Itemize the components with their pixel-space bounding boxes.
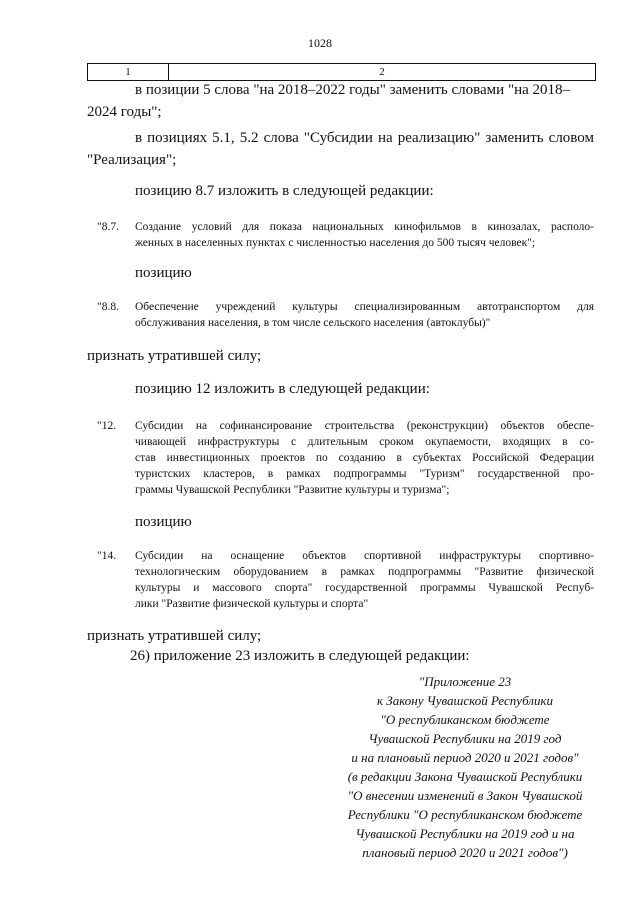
paragraph-position-8-7: позицию 8.7 изложить в следующей редакции: [135,183,434,199]
paragraph-line: в позициях 5.1, 5.2 слова "Субсидии на реализацию" заменить словом [135,130,594,146]
item-line: став инвестиционных проектов по созданию в субъектах Российской Федерации [135,452,594,464]
item-14-text [135,548,594,612]
appendix-line: "Приложение 23 [418,674,512,689]
item-12-text [135,418,594,498]
appendix-header [320,672,610,862]
paragraph-line: в позиции 5 слова "на 2018–2022 годы" заменить словами "на 2018– [135,82,571,98]
item-line: Субсидии на оснащение объектов спортивной инфраструктуры спортивно- [135,550,594,562]
item-line: Субсидии на софинансирование строительства (реконструкции) объектов обеспе- [135,420,594,432]
paragraph-line: "Реализация"; [87,152,177,168]
item-line: чивающей инфраструктуры с длительным сроком окупаемости, входящих в со- [135,436,594,448]
page-number: 1028 [308,36,332,50]
paragraph-invalidate: признать утратившей силу; [87,628,262,644]
paragraph-position: позицию [135,265,192,281]
item-line: культуры и массового спорта" государственной программы Чувашской Респуб- [135,582,594,594]
item-line: граммы Чувашской Республики "Развитие культуры и туризма"; [135,484,450,496]
appendix-line: плановый период 2020 и 2021 годов") [362,845,568,860]
item-line: Создание условий для показа национальных кинофильмов в кинозалах, располо- [135,221,594,233]
item-line: лики "Развитие физической культуры и спорта" [135,598,369,610]
appendix-line: "О республиканском бюджете [380,712,550,727]
appendix-line: Республики "О республиканском бюджете [347,807,583,822]
item-line: технологическим оборудованием в рамках подпрограммы "Развитие физической [135,566,594,578]
paragraph-position-5 [87,79,594,123]
paragraph-appendix-23: 26) приложение 23 изложить в следующей редакции: [130,648,470,664]
table-header-col1: 1 [88,64,169,80]
appendix-line: и на плановый период 2020 и 2021 годов" [351,750,579,765]
item-number: "8.8. [97,301,119,313]
item-line: женных в населенных пунктах с численностью населения до 500 тысяч человек"; [135,237,536,249]
paragraph-invalidate: признать утратившей силу; [87,348,262,364]
item-8-7-text [135,219,594,251]
paragraph-line: 2024 годы"; [87,104,162,120]
paragraph-position-12: позицию 12 изложить в следующей редакции: [135,381,430,397]
appendix-line: Чувашской Республики на 2019 год и на [355,826,575,841]
item-8-8-text [135,299,594,331]
appendix-line: (в редакции Закона Чувашской Республики [347,769,583,784]
item-line: Обеспечение учреждений культуры специализированным автотранспортом для [135,301,594,313]
appendix-line: Чувашской Республики на 2019 год [368,731,562,746]
item-number: "14. [97,550,117,562]
table-header-col2: 2 [379,66,385,78]
paragraph-position: позицию [135,514,192,530]
item-line: обслуживания населения, в том числе сельского населения (автоклубы)" [135,317,491,329]
paragraph-positions-5-1-5-2 [87,127,594,171]
appendix-line: "О внесении изменений в Закон Чувашской [347,788,583,803]
item-number: "8.7. [97,221,119,233]
item-number: "12. [97,420,117,432]
appendix-line: к Закону Чувашской Республики [376,693,554,708]
item-line: туристских кластеров, в рамках подпрограммы "Туризм" государственной про- [135,468,594,480]
